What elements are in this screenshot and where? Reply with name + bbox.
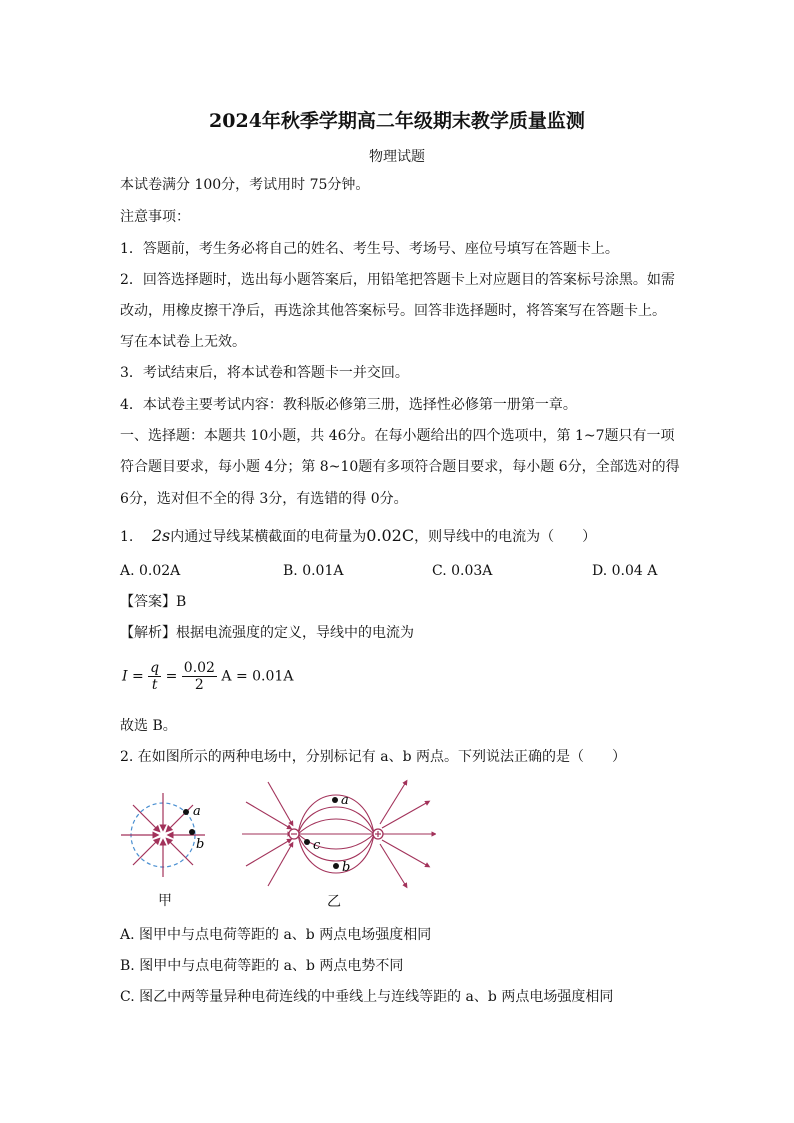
fraction-denominator: t (151, 677, 158, 693)
section-heading-cont: 符合题目要求，每小题 4分；第 8~10题有多项符合题目要求，每小题 6分，全部选对的得 (120, 459, 680, 475)
score-info: 本试卷满分 100分，考试用时 75分钟。 (120, 177, 370, 193)
fraction-value (182, 660, 217, 693)
question-text-tail: ，则导线中的电流为（ ） (414, 529, 597, 545)
option-c: C. 0.03A (432, 563, 493, 579)
charge-value: 0.02C (366, 526, 415, 545)
q2-option-c: C. 图乙中两等量异种电荷连线的中垂线上与连线等距的 a、b 两点电场强度相同 (120, 989, 614, 1005)
fraction-numerator-value: 0.02 (183, 660, 215, 676)
notice-item-1: 1．答题前，考生务必将自己的姓名、考生号、考场号、座位号填写在答题卡上。 (120, 241, 619, 257)
notice-title: 注意事项： (120, 209, 190, 225)
conclusion: 故选 B。 (120, 718, 177, 734)
dipole-field-lines (242, 782, 434, 886)
figure-point-charge (118, 790, 208, 880)
label-a: a (193, 804, 201, 819)
fraction-q-over-t (148, 660, 161, 693)
formula-result: A = 0.01A (221, 668, 294, 685)
question-text: 内通过导线某横截面的电荷量为 (170, 529, 367, 545)
figure-caption-yi: 乙 (327, 894, 341, 910)
exam-subtitle: 物理试题 (369, 149, 425, 165)
q2-option-b: B. 图甲中与点电荷等距的 a、b 两点电势不同 (120, 958, 404, 974)
question-number: 1. (120, 529, 134, 545)
option-a: A. 0.02A (120, 563, 181, 579)
figure-caption-jia: 甲 (158, 893, 172, 909)
label-a-dipole: a (341, 793, 349, 808)
point-c-dipole (304, 839, 310, 845)
fraction-denominator-value: 2 (194, 677, 204, 693)
analysis-text: 【解析】根据电流强度的定义，导线中的电流为 (120, 625, 414, 641)
notice-item-2-end: 写在本试卷上无效。 (120, 334, 246, 350)
point-b (189, 829, 195, 835)
current-formula (122, 660, 293, 693)
label-b: b (196, 837, 205, 852)
point-a (183, 809, 189, 815)
formula-equals: = (165, 668, 178, 685)
notice-item-2: 2．回答选择题时，选出每小题答案后，用铅笔把答题卡上对应题目的答案标号涂黑。如需 (120, 272, 675, 288)
question-2-stem: 2. 在如图所示的两种电场中，分别标记有 a、b 两点。下列说法正确的是（ ） (120, 749, 627, 765)
answer-label: 【答案】B (120, 594, 187, 610)
section-heading: 一、选择题：本题共 10小题，共 46分。在每小题给出的四个选项中，第 1~7题只有一项 (120, 428, 675, 444)
option-b: B. 0.01A (283, 563, 344, 579)
label-b-dipole: b (342, 860, 351, 875)
exam-title: 2024年秋季学期高二年级期末教学质量监测 (209, 110, 585, 132)
question-1-stem (120, 527, 596, 546)
notice-item-3: 3．考试结束后，将本试卷和答题卡一并交回。 (120, 365, 409, 381)
time-value: 2s (151, 526, 171, 545)
notice-item-4: 4．本试卷主要考试内容：教科版必修第三册，选择性必修第一册第一章。 (120, 397, 577, 413)
fraction-numerator: q (150, 660, 160, 676)
label-c-dipole: c (313, 838, 321, 853)
notice-item-2-cont: 改动，用橡皮擦干净后，再选涂其他答案标号。回答非选择题时，将答案写在答题卡上。 (120, 303, 666, 319)
figure-dipole (240, 778, 436, 890)
option-d: D. 0.04 A (592, 563, 658, 579)
point-a-dipole (332, 797, 338, 803)
section-heading-end: 6分，选对但不全的得 3分，有选错的得 0分。 (120, 491, 408, 507)
formula-lhs: I = (122, 668, 144, 685)
q2-option-a: A. 图甲中与点电荷等距的 a、b 两点电场强度相同 (120, 927, 432, 943)
point-b-dipole (333, 863, 339, 869)
